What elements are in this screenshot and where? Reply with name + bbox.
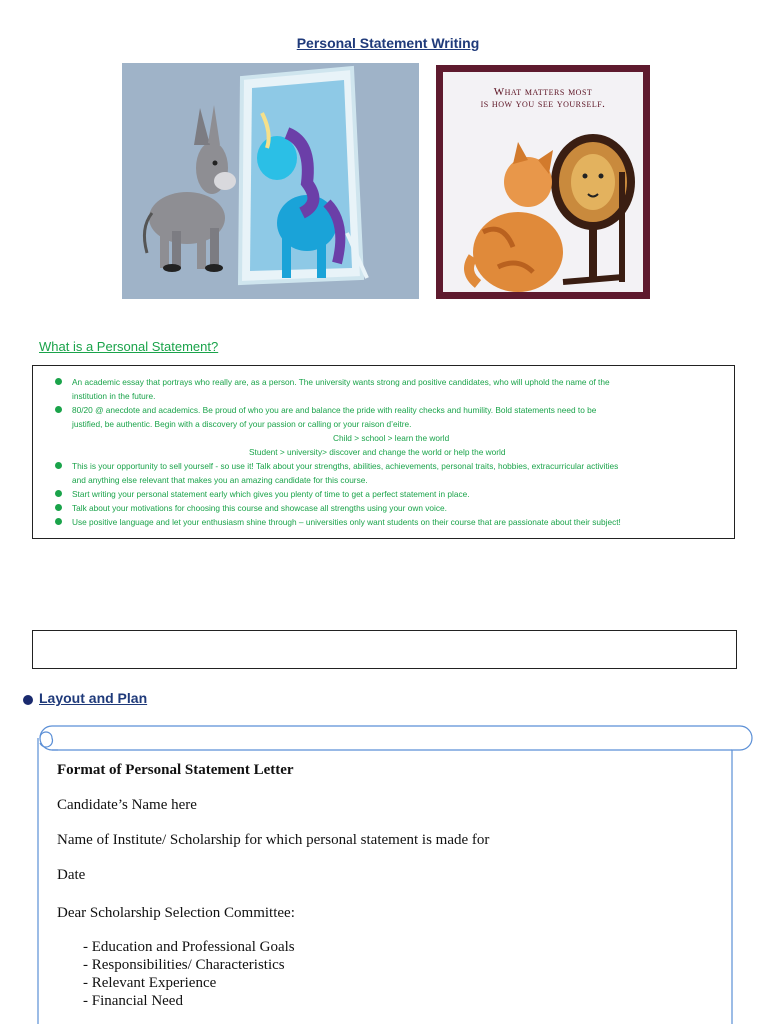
section-heading: What is a Personal Statement? xyxy=(39,339,219,354)
kitten-lion-mirror-image xyxy=(436,65,650,299)
bullet-dot xyxy=(55,518,62,525)
candidate-name-line: Candidate’s Name here xyxy=(57,797,197,813)
list-item: - Responsibilities/ Characteristics xyxy=(83,957,285,973)
bullet-4-line-1: Start writing your personal statement early which gives you plenty of time to get a perfect statement in place. xyxy=(72,489,470,499)
layout-heading: Layout and Plan xyxy=(39,690,148,706)
bullet-3-line-2: and anything else relevant that makes you an amazing candidate for this course. xyxy=(72,475,368,485)
quote-line-2: is how you see yourself. xyxy=(480,98,606,110)
bullet-6-line-1: Use positive language and let your enthusiasm shine through – universities only want students on their course that are passionate about their subject! xyxy=(72,517,621,527)
list-item: - Education and Professional Goals xyxy=(83,939,295,955)
layout-bullet-dot xyxy=(23,695,33,705)
empty-text-box xyxy=(32,630,737,669)
donkey-unicorn-illustration xyxy=(122,63,419,299)
bullet-2-line-2: justified, be authentic. Begin with a discovery of your passion or calling or your raison d’eitre. xyxy=(72,419,412,429)
list-item: - Relevant Experience xyxy=(83,975,217,991)
bullet-2-line-1: 80/20 @ anecdote and academics. Be proud of who you are and balance the pride with reality checks and humility. Bold statements need to be xyxy=(72,405,597,415)
salutation-line: Dear Scholarship Selection Committee: xyxy=(57,905,295,921)
center-line-1: Child > school > learn the world xyxy=(333,433,450,443)
bullet-dot xyxy=(55,462,62,469)
kitten-lion-inner xyxy=(443,72,643,292)
bullet-dot xyxy=(55,406,62,413)
date-line: Date xyxy=(57,867,86,883)
page-title: Personal Statement Writing xyxy=(296,35,480,51)
center-line-2: Student > university> discover and change the world or help the world xyxy=(249,447,506,457)
institute-line: Name of Institute/ Scholarship for which personal statement is made for xyxy=(57,832,490,848)
format-title: Format of Personal Statement Letter xyxy=(57,762,294,778)
list-item: - Financial Need xyxy=(83,993,183,1009)
bullet-dot xyxy=(55,490,62,497)
bullet-1-line-1: An academic essay that portrays who really are, as a person. The university wants strong and positive candidates, who will uphold the name of the xyxy=(72,377,610,387)
bullet-1-line-2: institution in the future. xyxy=(72,391,156,401)
quote-line-1: What matters most xyxy=(493,86,593,98)
bullet-dot xyxy=(55,378,62,385)
bullet-dot xyxy=(55,504,62,511)
bullet-3-line-1: This is your opportunity to sell yourself - so use it! Talk about your strengths, abilities, achievements, personal traits, hobbies, extracurricular activities xyxy=(72,461,619,471)
donkey-unicorn-mirror-image xyxy=(122,63,419,299)
kitten-lion-illustration xyxy=(443,72,643,292)
bullet-5-line-1: Talk about your motivations for choosing this course and showcase all strengths using your own voice. xyxy=(72,503,447,513)
